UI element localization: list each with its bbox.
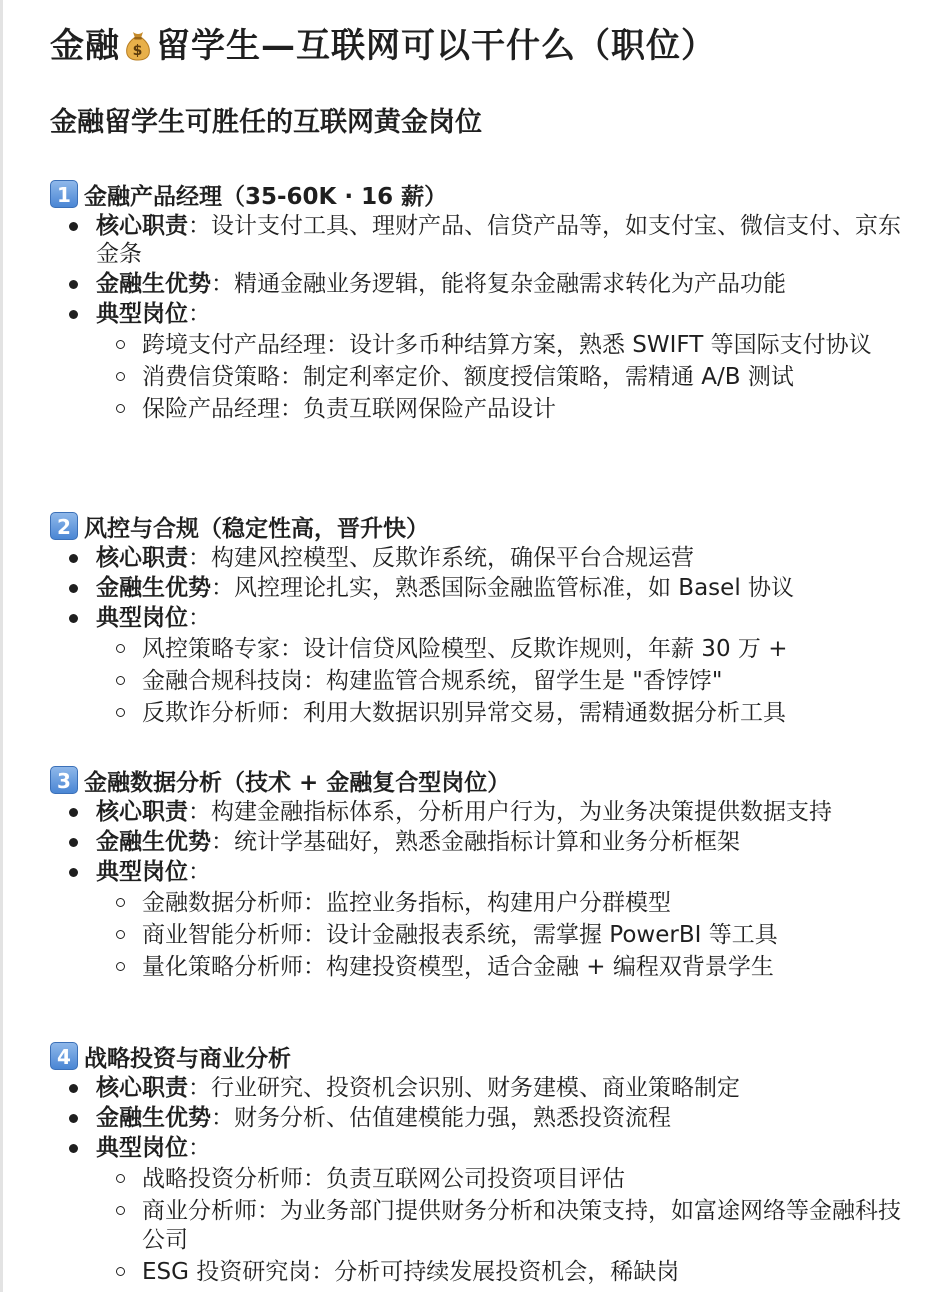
section-4 xyxy=(50,1040,910,1287)
bullet-list xyxy=(50,798,910,886)
position-item: 风控策略专家：设计信贷风险模型、反欺诈规则，年薪 30 万 + xyxy=(50,635,910,664)
bullet-label: 典型岗位 xyxy=(96,301,188,327)
bullet-text: ：设计支付工具、理财产品、信贷产品等，如支付宝、微信支付、京东金条 xyxy=(96,213,901,267)
section-heading xyxy=(50,178,910,210)
bullet-positions xyxy=(50,604,910,632)
page-title xyxy=(50,18,716,74)
bullet-label: 金融生优势 xyxy=(96,271,211,297)
bullet-colon: ： xyxy=(188,859,211,885)
number-badge-icon: 3 xyxy=(50,766,78,794)
bullet-label: 核心职责 xyxy=(96,799,188,825)
bullet-label: 金融生优势 xyxy=(96,575,211,601)
section-heading xyxy=(50,510,910,542)
section-heading xyxy=(50,764,910,796)
bullet-positions xyxy=(50,300,910,328)
position-list xyxy=(50,1165,910,1287)
bullet-advantage xyxy=(50,574,910,602)
position-item: 消费信贷策略：制定利率定价、额度授信策略，需精通 A/B 测试 xyxy=(50,363,910,392)
position-item: 金融数据分析师：监控业务指标，构建用户分群模型 xyxy=(50,889,910,918)
position-item: 金融合规科技岗：构建监管合规系统，留学生是 "香饽饽" xyxy=(50,667,910,696)
position-list xyxy=(50,889,910,982)
title-part-1: 金融 xyxy=(50,26,120,66)
bullet-list xyxy=(50,1074,910,1162)
bullet-positions xyxy=(50,1134,910,1162)
bullet-list xyxy=(50,544,910,632)
bullet-positions xyxy=(50,858,910,886)
position-item: 保险产品经理：负责互联网保险产品设计 xyxy=(50,395,910,424)
section-1 xyxy=(50,178,910,424)
bullet-list xyxy=(50,212,910,328)
position-item: 战略投资分析师：负责互联网公司投资项目评估 xyxy=(50,1165,910,1194)
bullet-label: 典型岗位 xyxy=(96,1135,188,1161)
bullet-label: 核心职责 xyxy=(96,1075,188,1101)
bullet-core-duty xyxy=(50,1074,910,1102)
bullet-text: ：风控理论扎实，熟悉国际金融监管标准，如 Basel 协议 xyxy=(211,575,795,601)
position-item: ESG 投资研究岗：分析可持续发展投资机会，稀缺岗 xyxy=(50,1258,910,1287)
bullet-label: 核心职责 xyxy=(96,213,188,239)
bullet-colon: ： xyxy=(188,301,211,327)
bullet-label: 典型岗位 xyxy=(96,605,188,631)
bullet-text: ：构建风控模型、反欺诈系统，确保平台合规运营 xyxy=(188,545,694,571)
section-heading xyxy=(50,1040,910,1072)
bullet-text: ：行业研究、投资机会识别、财务建模、商业策略制定 xyxy=(188,1075,740,1101)
section-title: 金融数据分析（技术 + 金融复合型岗位） xyxy=(84,769,511,796)
bullet-colon: ： xyxy=(188,1135,211,1161)
section-2 xyxy=(50,510,910,728)
position-item: 商业分析师：为业务部门提供财务分析和决策支持，如富途网络等金融科技公司 xyxy=(50,1197,910,1255)
number-badge-icon: 2 xyxy=(50,512,78,540)
bullet-advantage xyxy=(50,1104,910,1132)
section-title: 战略投资与商业分析 xyxy=(84,1045,291,1072)
page-left-edge xyxy=(0,0,3,1292)
bullet-label: 金融生优势 xyxy=(96,829,211,855)
section-title: 金融产品经理（35-60K · 16 薪） xyxy=(84,183,448,210)
bullet-label: 金融生优势 xyxy=(96,1105,211,1131)
number-badge-icon: 4 xyxy=(50,1042,78,1070)
position-list xyxy=(50,331,910,424)
position-list xyxy=(50,635,910,728)
money-bag-icon xyxy=(124,29,152,61)
bullet-text: ：财务分析、估值建模能力强，熟悉投资流程 xyxy=(211,1105,671,1131)
bullet-text: ：精通金融业务逻辑，能将复杂金融需求转化为产品功能 xyxy=(211,271,786,297)
bullet-advantage xyxy=(50,828,910,856)
bullet-label: 典型岗位 xyxy=(96,859,188,885)
bullet-core-duty xyxy=(50,544,910,572)
section-title: 风控与合规（稳定性高，晋升快） xyxy=(84,515,429,542)
svg-text:$: $ xyxy=(132,43,144,59)
page-subtitle: 金融留学生可胜任的互联网黄金岗位 xyxy=(50,107,482,138)
position-item: 反欺诈分析师：利用大数据识别异常交易，需精通数据分析工具 xyxy=(50,699,910,728)
bullet-core-duty xyxy=(50,212,910,268)
title-part-2: 留学生—互联网可以干什么（职位） xyxy=(156,26,716,66)
bullet-text: ：构建金融指标体系，分析用户行为，为业务决策提供数据支持 xyxy=(188,799,832,825)
bullet-advantage xyxy=(50,270,910,298)
bullet-label: 核心职责 xyxy=(96,545,188,571)
position-item: 商业智能分析师：设计金融报表系统，需掌握 PowerBI 等工具 xyxy=(50,921,910,950)
section-3 xyxy=(50,764,910,982)
bullet-core-duty xyxy=(50,798,910,826)
position-item: 量化策略分析师：构建投资模型，适合金融 + 编程双背景学生 xyxy=(50,953,910,982)
bullet-colon: ： xyxy=(188,605,211,631)
bullet-text: ：统计学基础好，熟悉金融指标计算和业务分析框架 xyxy=(211,829,740,855)
position-item: 跨境支付产品经理：设计多币种结算方案，熟悉 SWIFT 等国际支付协议 xyxy=(50,331,910,360)
number-badge-icon: 1 xyxy=(50,180,78,208)
